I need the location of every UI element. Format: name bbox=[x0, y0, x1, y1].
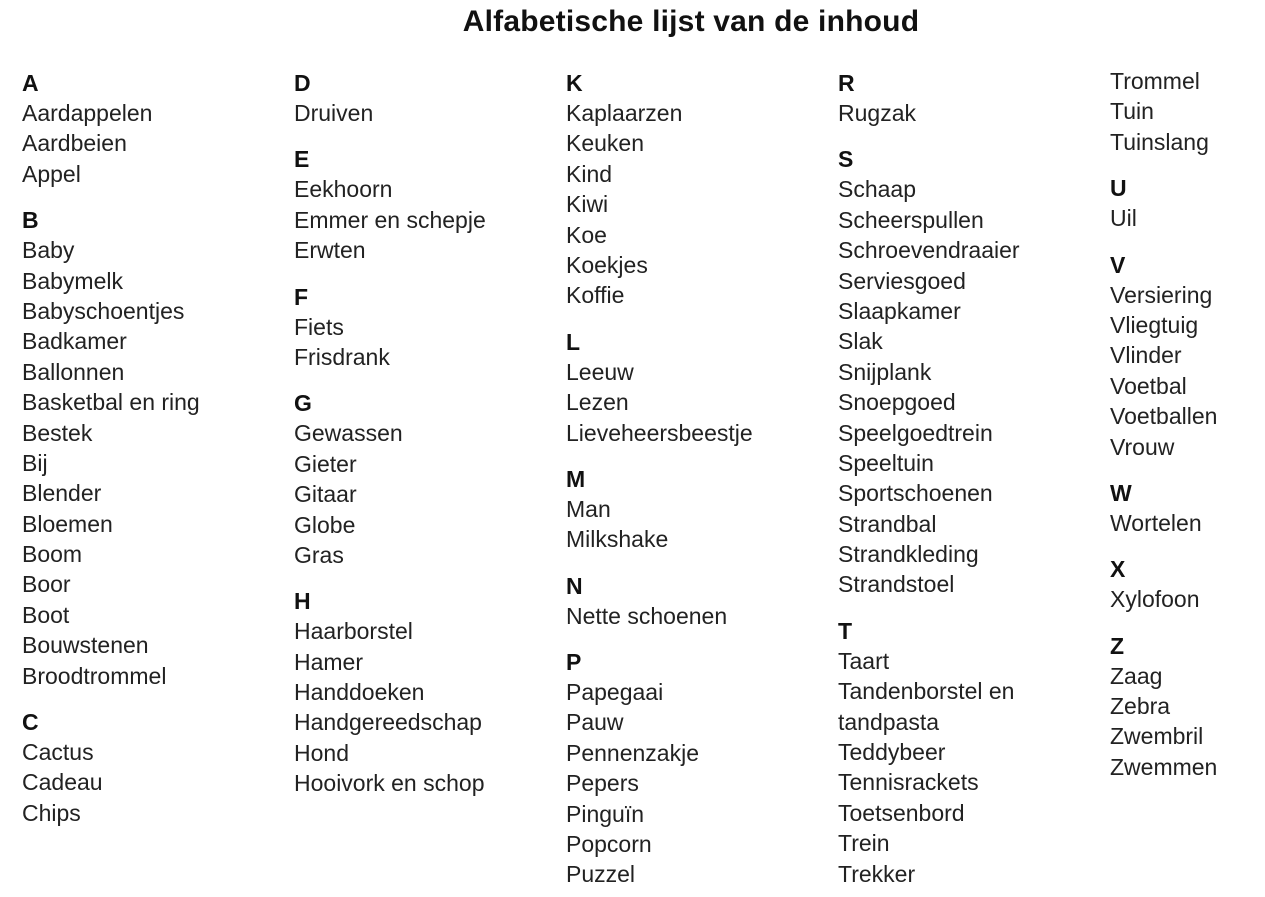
letter-heading: U bbox=[1110, 175, 1127, 202]
letter-group-e bbox=[294, 144, 486, 265]
index-entry: Voetballen bbox=[1110, 403, 1218, 430]
index-entry: Fiets bbox=[294, 313, 344, 340]
index-entry: Bestek bbox=[22, 419, 93, 446]
index-entry: Leeuw bbox=[566, 358, 634, 385]
index-entry: Vlinder bbox=[1110, 342, 1182, 369]
letter-group-p bbox=[566, 647, 753, 890]
index-column-5 bbox=[1110, 66, 1217, 782]
letter-group-g bbox=[294, 388, 486, 570]
index-entry: Keuken bbox=[566, 130, 645, 157]
letter-heading: N bbox=[566, 572, 583, 599]
index-entry: Slak bbox=[838, 328, 883, 355]
index-entry: Boot bbox=[22, 601, 70, 628]
index-entry: Baby bbox=[22, 237, 75, 264]
index-entry: Trommel bbox=[1110, 68, 1200, 94]
index-entry: Pepers bbox=[566, 770, 639, 797]
index-entry: Boor bbox=[22, 571, 71, 598]
index-entry: Speeltuin bbox=[838, 449, 934, 476]
index-entry: Strandstoel bbox=[838, 571, 955, 598]
letter-heading: L bbox=[566, 328, 581, 355]
index-entry: Scheerspullen bbox=[838, 206, 984, 233]
index-entry: Popcorn bbox=[566, 831, 652, 858]
index-entry: Zebra bbox=[1110, 693, 1171, 720]
index-entry: Strandkleding bbox=[838, 541, 979, 568]
index-entry: Pinguïn bbox=[566, 800, 645, 827]
index-entry: Eekhoorn bbox=[294, 176, 393, 203]
letter-group-v bbox=[1110, 250, 1217, 462]
index-entry: Globe bbox=[294, 511, 356, 538]
index-entry: Puzzel bbox=[566, 861, 636, 888]
index-entry: Taart bbox=[838, 647, 890, 674]
letter-heading: D bbox=[294, 70, 311, 96]
index-entry: Tennisrackets bbox=[838, 769, 979, 796]
index-entry: Speelgoedtrein bbox=[838, 419, 993, 446]
letter-group-f bbox=[294, 282, 486, 373]
index-entry: Haarborstel bbox=[294, 618, 413, 645]
index-entry: Handgereedschap bbox=[294, 709, 482, 736]
letter-group-n bbox=[566, 571, 753, 631]
index-entry: Lieveheersbeestje bbox=[566, 419, 753, 446]
index-entry: Strandbal bbox=[838, 510, 937, 537]
letter-group-k bbox=[566, 68, 753, 311]
letter-group-c bbox=[22, 707, 200, 828]
index-entry: Lezen bbox=[566, 389, 629, 416]
letter-heading: K bbox=[566, 70, 583, 96]
letter-heading: C bbox=[22, 709, 39, 736]
letter-heading: G bbox=[294, 390, 312, 417]
index-entry: tandpasta bbox=[838, 708, 940, 735]
index-entry: Man bbox=[566, 495, 611, 522]
index-entry: Gras bbox=[294, 541, 344, 568]
index-entry: Gieter bbox=[294, 450, 357, 477]
letter-heading: B bbox=[22, 207, 39, 234]
letter-group-b bbox=[22, 205, 200, 691]
index-entry: Rugzak bbox=[838, 100, 916, 126]
index-entry: Voetbal bbox=[1110, 372, 1187, 399]
index-entry: Kind bbox=[566, 160, 613, 187]
index-entry: Zwembril bbox=[1110, 723, 1204, 750]
index-entry: Babyschoentjes bbox=[22, 297, 185, 324]
letter-group-continued bbox=[1110, 66, 1217, 157]
letter-heading: A bbox=[22, 70, 39, 96]
index-entry: Pennenzakje bbox=[566, 739, 699, 766]
letter-heading: Z bbox=[1110, 632, 1125, 659]
index-entry: Boom bbox=[22, 541, 83, 568]
letter-heading: M bbox=[566, 465, 586, 492]
letter-heading: E bbox=[294, 146, 310, 173]
letter-group-w bbox=[1110, 478, 1217, 538]
index-entry: Ballonnen bbox=[22, 358, 125, 385]
index-entry: Versiering bbox=[1110, 281, 1213, 308]
letter-group-x bbox=[1110, 554, 1217, 614]
index-entry: Vliegtuig bbox=[1110, 311, 1199, 338]
index-entry: Bij bbox=[22, 449, 48, 476]
index-column-4 bbox=[838, 68, 1020, 889]
index-entry: Hond bbox=[294, 739, 349, 766]
index-entry: Chips bbox=[22, 799, 81, 826]
letter-group-z bbox=[1110, 631, 1217, 783]
letter-group-s bbox=[838, 144, 1020, 599]
index-column-3 bbox=[566, 68, 753, 890]
index-entry: Babymelk bbox=[22, 267, 123, 294]
index-entry: Vrouw bbox=[1110, 433, 1175, 460]
index-entry: Bouwstenen bbox=[22, 632, 149, 659]
index-entry: Snoepgoed bbox=[838, 389, 956, 416]
index-entry: Sportschoenen bbox=[838, 480, 993, 507]
index-entry: Aardbeien bbox=[22, 130, 127, 157]
letter-heading: F bbox=[294, 283, 309, 310]
index-entry: Slaapkamer bbox=[838, 297, 961, 324]
page-title: Alfabetische lijst van de inhoud bbox=[462, 5, 920, 38]
index-entry: Koe bbox=[566, 221, 607, 248]
letter-heading: R bbox=[838, 70, 855, 96]
index-entry: Milkshake bbox=[566, 526, 669, 553]
index-entry: Bloemen bbox=[22, 510, 113, 537]
index-entry: Tuinslang bbox=[1110, 128, 1209, 155]
index-entry: Tuin bbox=[1110, 98, 1154, 125]
index-entry: Serviesgoed bbox=[838, 267, 966, 294]
letter-heading: S bbox=[838, 146, 854, 173]
index-entry: Blender bbox=[22, 480, 102, 507]
index-entry: Koffie bbox=[566, 282, 625, 309]
index-entry: Wortelen bbox=[1110, 509, 1202, 536]
index-entry: Kiwi bbox=[566, 191, 609, 218]
letter-heading: H bbox=[294, 588, 311, 615]
index-entry: Zaag bbox=[1110, 662, 1163, 689]
letter-heading: T bbox=[838, 617, 853, 644]
index-entry: Hamer bbox=[294, 648, 364, 675]
index-entry: Schaap bbox=[838, 176, 917, 203]
letter-group-h bbox=[294, 586, 486, 798]
index-entry: Druiven bbox=[294, 100, 374, 126]
letter-heading: W bbox=[1110, 479, 1132, 506]
letter-heading: V bbox=[1110, 251, 1126, 278]
index-entry: Aardappelen bbox=[22, 100, 153, 126]
index-entry: Handdoeken bbox=[294, 679, 425, 706]
index-entry: Papegaai bbox=[566, 679, 664, 706]
index-entry: Zwemmen bbox=[1110, 753, 1218, 780]
letter-group-u bbox=[1110, 173, 1217, 233]
letter-group-l bbox=[566, 327, 753, 448]
index-entry: Erwten bbox=[294, 237, 366, 264]
index-entry: Trein bbox=[838, 830, 890, 857]
letter-group-d bbox=[294, 68, 486, 128]
index-entry: Uil bbox=[1110, 205, 1137, 232]
index-entry: Cadeau bbox=[22, 769, 103, 796]
index-entry: Frisdrank bbox=[294, 343, 390, 370]
index-entry: Xylofoon bbox=[1110, 586, 1200, 613]
letter-group-r bbox=[838, 68, 1020, 128]
index-entry: Pauw bbox=[566, 709, 624, 736]
index-entry: Schroevendraaier bbox=[838, 237, 1020, 264]
index-entry: Snijplank bbox=[838, 358, 932, 385]
index-entry: Badkamer bbox=[22, 328, 127, 355]
index-entry: Teddybeer bbox=[838, 739, 946, 766]
index-entry: Gitaar bbox=[294, 481, 357, 508]
index-entry: Trekker bbox=[838, 860, 916, 887]
index-entry: Emmer en schepje bbox=[294, 206, 486, 233]
index-entry: Gewassen bbox=[294, 420, 403, 447]
index-entry: Cactus bbox=[22, 739, 94, 766]
letter-group-m bbox=[566, 464, 753, 555]
letter-heading: P bbox=[566, 649, 582, 676]
letter-group-a bbox=[22, 68, 200, 189]
index-entry: Toetsenbord bbox=[838, 799, 965, 826]
index-entry: Basketbal en ring bbox=[22, 389, 200, 416]
index-entry: Koekjes bbox=[566, 251, 648, 278]
index-entry: Hooivork en schop bbox=[294, 770, 485, 797]
index-entry: Appel bbox=[22, 160, 81, 187]
index-entry: Broodtrommel bbox=[22, 662, 167, 689]
letter-heading: X bbox=[1110, 556, 1126, 583]
index-column-2 bbox=[294, 68, 486, 799]
index-entry: Tandenborstel en bbox=[838, 678, 1015, 705]
index-entry: Kaplaarzen bbox=[566, 100, 683, 126]
index-entry: Nette schoenen bbox=[566, 602, 728, 629]
letter-group-t bbox=[838, 616, 1020, 889]
index-column-1 bbox=[22, 68, 200, 828]
